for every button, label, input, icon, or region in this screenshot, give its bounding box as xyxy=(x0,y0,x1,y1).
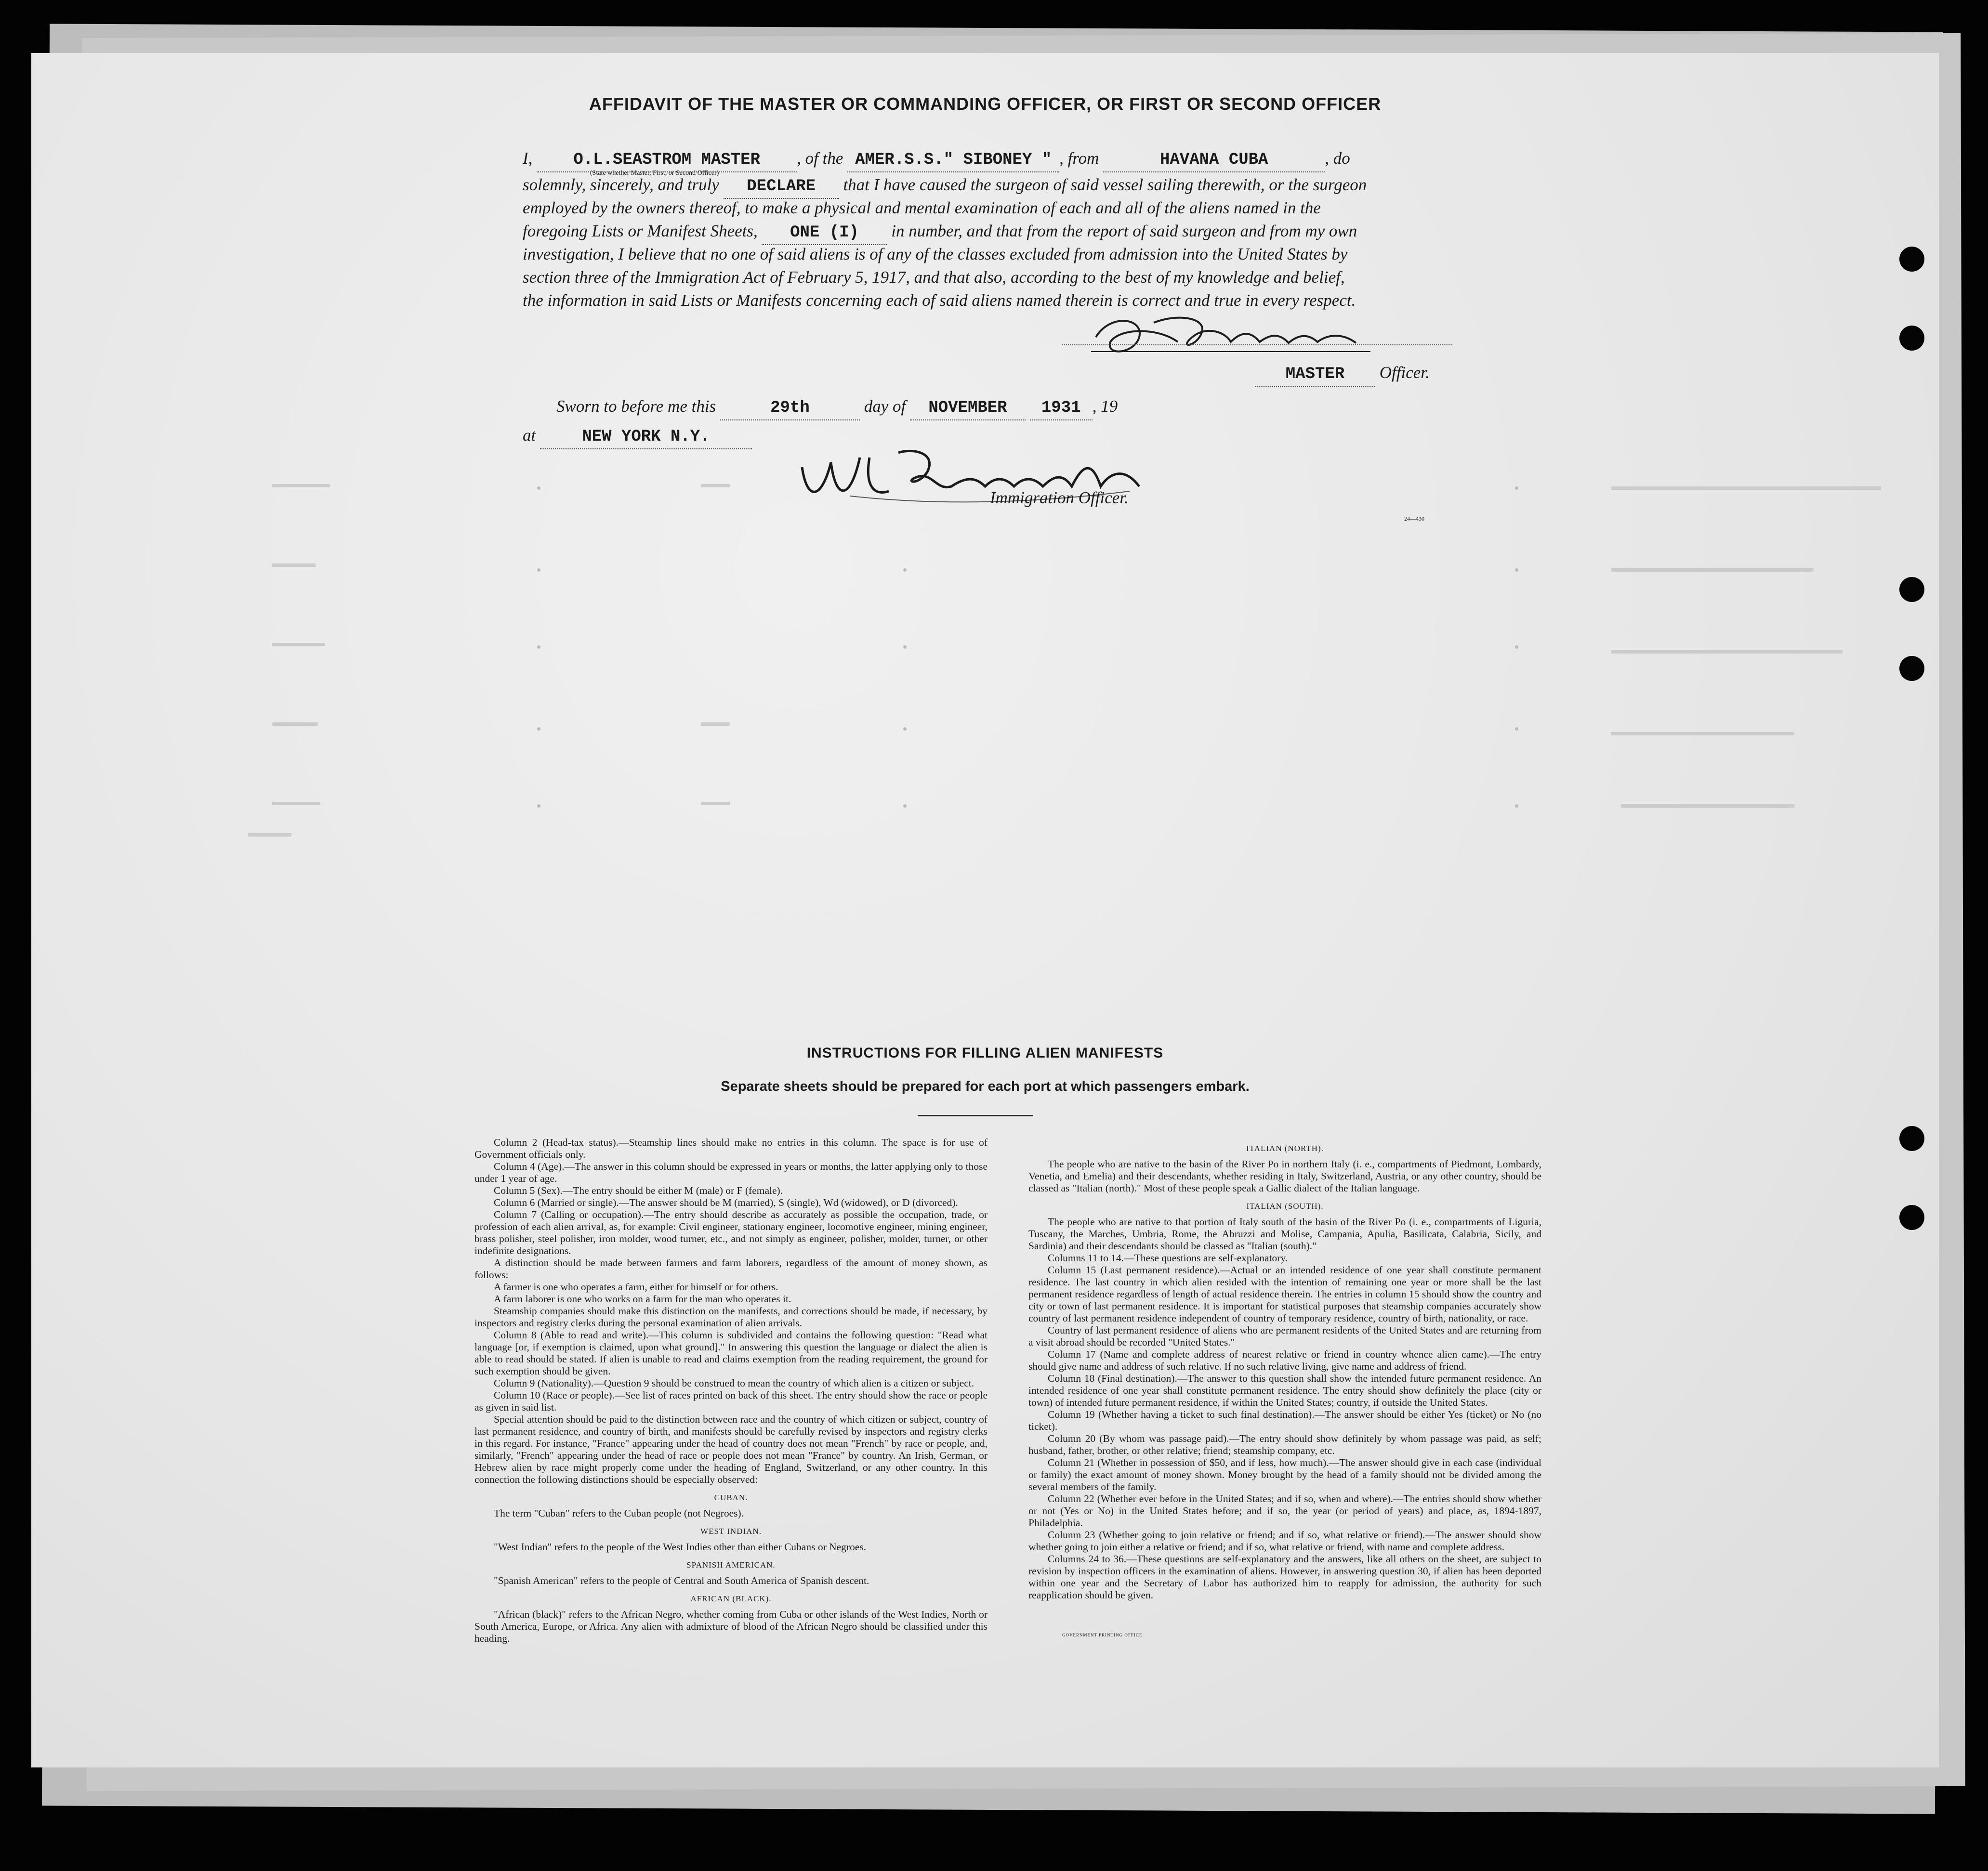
instruction-paragraph: Columns 24 to 36.—These questions are self-explanatory and the answers, like all others on the sheet, are subject to revision by inspection officers in the examination of aliens. However, in answering question 30, if alien has been deported within one year and the Secretary of Labor has authorized him to reapply for admission, the authority for such reapplication should be given. xyxy=(1028,1553,1541,1601)
master-signature xyxy=(1081,303,1380,366)
instructions-right-column xyxy=(1028,1137,1541,1601)
instruction-heading: ITALIAN (NORTH). xyxy=(1246,1144,1324,1153)
sworn-year-field: 1931 xyxy=(1030,396,1093,420)
line-text: that I have caused the surgeon of said vessel sailing therewith, or the surgeon xyxy=(843,175,1367,194)
affidavit-line-1 xyxy=(523,147,1505,172)
instructions-rule xyxy=(918,1115,1033,1116)
affidavit-line-2 xyxy=(523,173,1505,199)
instruction-paragraph: A farm laborer is one who works on a farm for the man who operates it. xyxy=(494,1293,791,1305)
instructions-subtitle: Separate sheets should be prepared for each port at which passengers embark. xyxy=(721,1079,1250,1094)
binder-hole xyxy=(1899,1126,1924,1151)
instruction-paragraph: Column 20 (By whom was passage paid).—The entry should show definitely by whom passage was paid, as self; husband, father, brother, or other relative; friend; steamship company, etc. xyxy=(1028,1433,1541,1456)
at-text: at xyxy=(523,426,536,445)
sworn-month-field: NOVEMBER xyxy=(910,396,1026,420)
master-signature-line xyxy=(1062,344,1452,345)
instruction-heading: AFRICAN (BLACK). xyxy=(690,1594,772,1603)
instruction-paragraph: The people who are native to the basin of the River Po in northern Italy (i. e., compartments of Piedmont, Lombardy, Venetia, and Emelia) and their descendants, whether residing in Italy, Switzerland, Austria, or any other country, should be classed as "Italian (north)." Most of these people speak a Gallic dialect of the Italian language. xyxy=(1028,1158,1541,1194)
instruction-paragraph: Column 4 (Age).—The answer in this column should be expressed in years or months, the latter applying only to those under 1 year of age. xyxy=(474,1161,987,1184)
instruction-paragraph: A distinction should be made between farmers and farm laborers, regardless of the amount of money shown, as follows: xyxy=(474,1257,987,1281)
instruction-paragraph: Column 17 (Name and complete address of nearest relative or friend in country whence alien came).—The entry should give name and address of such relative. If no such relative living, give name and address of friend. xyxy=(1028,1348,1541,1372)
instruction-paragraph: Column 8 (Able to read and write).—This column is subdivided and contains the following question: "Read what language [or, if exemption is claimed, upon what ground]." In answering this question the language or dialect the alien is able to read should be stated. If alien is unable to read and claims exemption from the reading requirement, the ground for such exemption should be given. xyxy=(474,1329,987,1377)
instruction-paragraph: The people who are native to that portion of Italy south of the basin of the River Po (i. e., compartments of Liguria, Tuscany, the Marches, Umbria, Rome, the Abruzzi and Molise, Campania, Apulia, Basilicata, Calabria, Sicily, and Sardinia) and their descendants should be classed as "Italian (south)." xyxy=(1028,1216,1541,1252)
officer-rank-note: (State whether Master, First, or Second Officer) xyxy=(590,170,719,177)
line-text: foregoing Lists or Manifest Sheets, xyxy=(523,222,758,240)
instruction-paragraph: Column 10 (Race or people).—See list of races printed on back of this sheet. The entry should show the race or people as given in said list. xyxy=(474,1389,987,1413)
instruction-paragraph: Country of last permanent residence of aliens who are permanent residents of the United States and are returning from a visit abroad should be recorded "United States." xyxy=(1028,1324,1541,1348)
instruction-paragraph: Column 23 (Whether going to join relative or friend; and if so, what relative or friend).—The answer should show whether going to join either a relative or friend; and if so, what relative or friend, with name and complete address. xyxy=(1028,1529,1541,1553)
vessel-field: AMER.S.S." SIBONEY " xyxy=(847,148,1059,172)
instruction-paragraph: Columns 11 to 14.—These questions are self-explanatory. xyxy=(1048,1252,1288,1264)
instruction-paragraph: "West Indian" refers to the people of the West Indies other than either Cubans or Negroes. xyxy=(494,1541,867,1553)
instructions-left-column xyxy=(474,1137,987,1645)
immigration-officer-label: Immigration Officer. xyxy=(990,488,1129,507)
sworn-prefix: Sworn to before me this xyxy=(556,397,716,416)
line-prefix: I, xyxy=(523,149,533,168)
instructions-title: INSTRUCTIONS FOR FILLING ALIEN MANIFESTS xyxy=(806,1045,1164,1061)
sheet-count-field: ONE (I) xyxy=(762,221,887,245)
instruction-heading: SPANISH AMERICAN. xyxy=(686,1560,776,1570)
affidavit-line-6: section three of the Immigration Act of February 5, 1917, and that also, according to the best of my knowledge and belief, xyxy=(523,268,1345,287)
instruction-paragraph: Special attention should be paid to the distinction between race and the country of which citizen or subject, country of last permanent residence, and country of birth, and manifests should be carefully revised by inspectors and registry clerks in this regard. For instance, "France" appearing under the head of country does not mean "French" by race or people, and, similarly, "French" appearing under the head of race or people does not mean "France" by country. An Irish, German, or Hebrew alien by race might properly come under the heading of England, Switzerland, or any other country. In this connection the following distinctions should be especially observed: xyxy=(474,1413,987,1485)
instruction-heading: CUBAN. xyxy=(714,1493,748,1502)
affidavit-line-4 xyxy=(523,220,1505,245)
instruction-paragraph: "Spanish American" refers to the people of Central and South America of Spanish descent. xyxy=(494,1575,869,1586)
sworn-day-field: 29th xyxy=(720,396,860,420)
instruction-paragraph: The term "Cuban" refers to the Cuban people (not Negroes). xyxy=(494,1507,744,1519)
printer-note: GOVERNMENT PRINTING OFFICE xyxy=(1062,1633,1143,1637)
of-the-text: , of the xyxy=(797,149,843,168)
line-text: in number, and that from the report of said surgeon and from my own xyxy=(891,222,1357,240)
affidavit-line-5: investigation, I believe that no one of said aliens is of any of the classes excluded from admission into the United States by xyxy=(523,245,1348,263)
instruction-paragraph: Column 18 (Final destination).—The answer to this question shall show the intended future permanent residence. An intended residence of one year shall constitute permanent residence. The entry should show definitely the place (city or town) of intended future permanent residence, if within the United States; country, if outside the United States. xyxy=(1028,1373,1541,1408)
sworn-line xyxy=(556,395,1118,420)
affidavit-line-3: employed by the owners thereof, to make a physical and mental examination of each and all of the aliens named in the xyxy=(523,198,1321,217)
instruction-paragraph: Column 9 (Nationality).—Question 9 should be construed to mean the country of which alien is a citizen or subject. xyxy=(494,1377,974,1389)
origin-port-field: HAVANA CUBA xyxy=(1103,148,1325,172)
binder-hole xyxy=(1899,247,1924,272)
instruction-heading: WEST INDIAN. xyxy=(700,1527,762,1536)
form-number: 24—430 xyxy=(1404,515,1424,522)
binder-hole xyxy=(1899,656,1924,681)
declare-field: DECLARE xyxy=(724,175,839,199)
do-text: , do xyxy=(1325,149,1350,168)
day-of-text: day of xyxy=(864,397,906,416)
instruction-paragraph: Column 15 (Last permanent residence).—Actual or an intended residence of one year shall constitute permanent residence. The last country in which alien resided with the intention of remaining one year or more shall be the last permanent residence regardless of length of actual residence therein. The entries in column 15 should show the country and city or town of last permanent residence. It is important for statistical purposes that steamship companies accurately show country of last permanent residence independent of country of temporary residence, country of birth, nationality, or race. xyxy=(1028,1264,1541,1324)
instruction-paragraph: Column 2 (Head-tax status).—Steamship lines should make no entries in this column. The space is for use of Government officials only. xyxy=(474,1137,987,1160)
instruction-paragraph: Column 21 (Whether in possession of $50, and if less, how much).—The answer should give in each case (individual or family) the exact amount of money shown. Money brought by the head of a family should not be divided among the several members of the family. xyxy=(1028,1457,1541,1492)
binder-hole xyxy=(1899,577,1924,602)
rank-field: MASTER xyxy=(1255,363,1375,387)
instruction-paragraph: Column 5 (Sex).—The entry should be either M (male) or F (female). xyxy=(494,1185,783,1196)
instruction-heading: ITALIAN (SOUTH). xyxy=(1246,1202,1324,1211)
officer-label: Officer. xyxy=(1379,363,1430,382)
affidavit-line-7: the information in said Lists or Manifests concerning each of said aliens named therein is correct and true in every respect. xyxy=(523,291,1356,310)
instruction-paragraph: Column 7 (Calling or occupation).—The entry should describe as accurately as possible the occupation, trade, or profession of each alien arrival, as, for example: Civil engineer, stationary engineer, locomotive engineer, mining engineer, brass polisher, steel polisher, iron molder, wood turner, etc., and not simply as engineer, polisher, molder, turner, or other indefinite designations. xyxy=(474,1209,987,1256)
affidavit-title: AFFIDAVIT OF THE MASTER OR COMMANDING OFFICER, OR FIRST OR SECOND OFFICER xyxy=(589,94,1382,114)
officer-name-field: O.L.SEASTROM MASTER xyxy=(537,148,797,172)
sworn-place-field: NEW YORK N.Y. xyxy=(540,425,752,449)
officer-rank-line xyxy=(1255,361,1430,387)
binder-hole xyxy=(1899,1205,1924,1230)
instruction-paragraph: A farmer is one who operates a farm, either for himself or for others. xyxy=(494,1281,778,1293)
instruction-paragraph: Column 22 (Whether ever before in the United States; and if so, when and where).—The entries should show whether or not (Yes or No) in the United States before; and if so, the year (or period of years) and place, as, 1894-1897, Philadelphia. xyxy=(1028,1493,1541,1529)
line-text: solemnly, sincerely, and truly xyxy=(523,175,719,194)
instruction-paragraph: Steamship companies should make this distinction on the manifests, and corrections should be made, if necessary, by inspectors and registry clerks during the personal examination of alien arrivals. xyxy=(474,1305,987,1329)
instruction-paragraph: "African (black)" refers to the African Negro, whether coming from Cuba or other islands of the West Indies, North or South America, Europe, or Africa. Any alien with admixture of blood of the African Negro should be classified under this heading. xyxy=(474,1609,987,1644)
manifest-sheet xyxy=(31,53,1939,1767)
year-prefix-text: , 19 xyxy=(1092,397,1118,416)
binder-hole xyxy=(1899,326,1924,351)
instruction-paragraph: Column 19 (Whether having a ticket to such final destination).—The answer should be either Yes (ticket) or No (no ticket). xyxy=(1028,1409,1541,1432)
sworn-place-line xyxy=(523,424,752,449)
instruction-paragraph: Column 6 (Married or single).—The answer should be M (married), S (single), Wd (widowed), or D (divorced). xyxy=(494,1197,958,1208)
from-text: , from xyxy=(1059,149,1099,168)
